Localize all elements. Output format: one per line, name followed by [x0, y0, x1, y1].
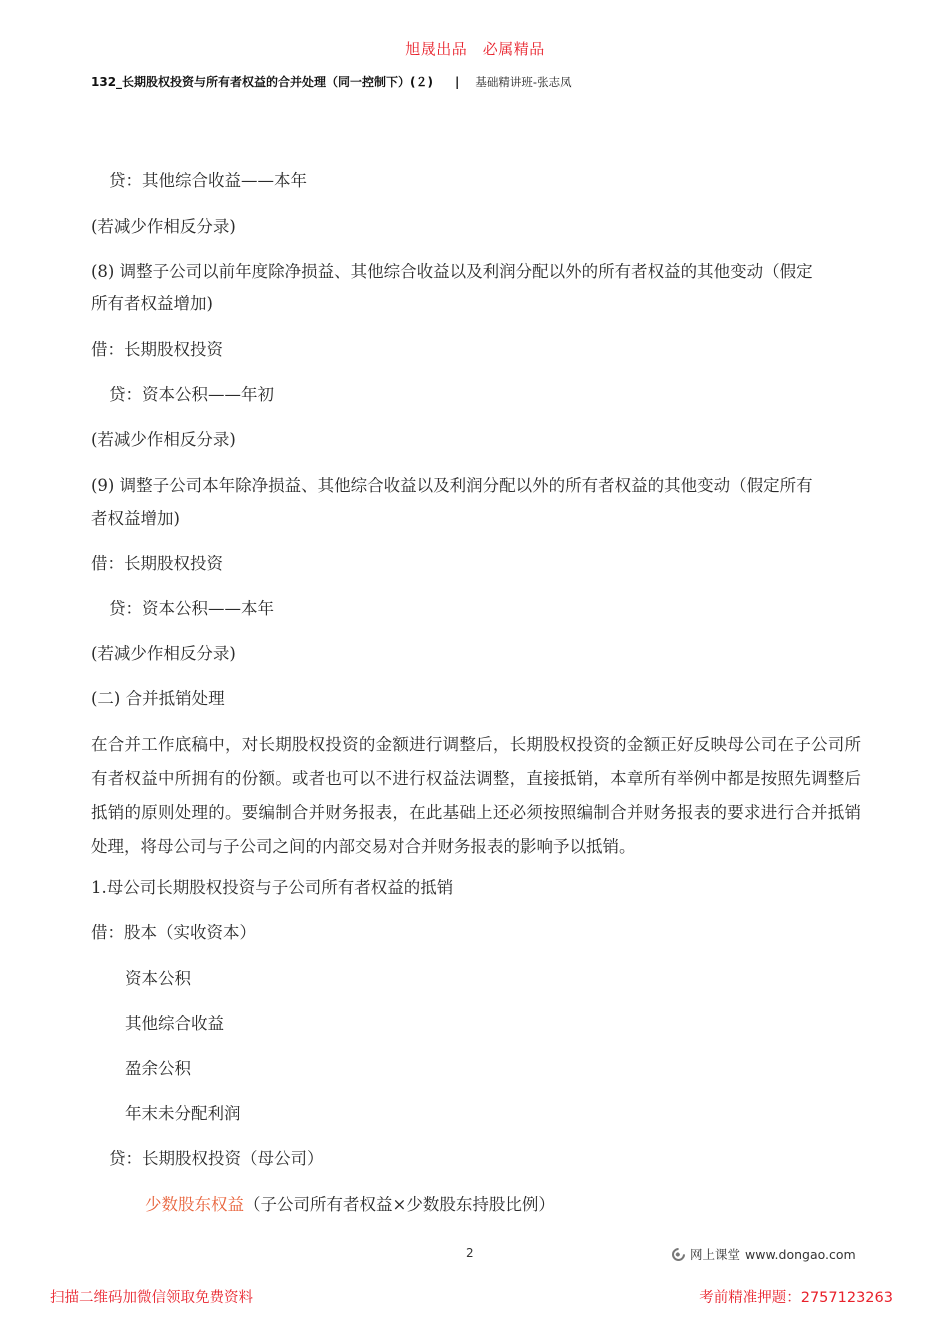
- item-9-line2: 者权益增加): [91, 509, 180, 528]
- credit-entry-ltei-parent: 贷：长期股权投资（母公司）: [109, 1149, 324, 1168]
- footer-brand: [672, 1245, 856, 1263]
- credit-entry-capital-reserve-begin: 贷：资本公积——年初: [109, 385, 274, 404]
- document-header: [91, 73, 572, 90]
- reverse-note: (若减少作相反分录): [91, 644, 236, 663]
- debit-entry-retained-earnings: 年末未分配利润: [125, 1104, 241, 1123]
- course-name: 基础精讲班-张志凤: [475, 74, 572, 89]
- consolidation-paragraph: 在合并工作底稿中，对长期股权投资的金额进行调整后，长期股权投资的金额正好反映母公司在子公司所有者权益中所拥有的份额。或者也可以不进行权益法调整，直接抵销，本章所有举例中都是按照先调整后抵销的原则处理的。要编制合并财务报表，在此基础上还必须按照编制合并财务报表的要求进行合并抵销处理，将母公司与子公司之间的内部交易对合并财务报表的影响予以抵销。: [91, 735, 861, 856]
- credit-entry-oci: 贷：其他综合收益——本年: [109, 171, 307, 190]
- document-title: 132_长期股权投资与所有者权益的合并处理（同一控制下）(２): [91, 75, 434, 89]
- dongao-logo-icon: [669, 1245, 687, 1263]
- section-heading-consolidation: (二) 合并抵销处理: [91, 689, 225, 708]
- minority-interest-highlight: 少数股东权益: [145, 1195, 244, 1214]
- brand-banner: 旭晟出品 必属精品: [405, 40, 545, 58]
- minority-interest-formula: （子公司所有者权益×少数股东持股比例）: [244, 1195, 555, 1214]
- item-8-line1: (8) 调整子公司以前年度除净损益、其他综合收益以及利润分配以外的所有者权益的其他变动（假定: [91, 262, 813, 281]
- promo-wechat-text: 扫描二维码加微信领取免费资料: [50, 1290, 253, 1306]
- reverse-note: (若减少作相反分录): [91, 217, 236, 236]
- reverse-note: (若减少作相反分录): [91, 430, 236, 449]
- debit-entry-surplus-reserve: 盈余公积: [125, 1059, 191, 1078]
- item-9-line1: (9) 调整子公司本年除净损益、其他综合收益以及利润分配以外的所有者权益的其他变动（假定所有: [91, 476, 813, 495]
- credit-entry-minority-interest: [145, 1194, 555, 1216]
- promo-contact-text: 考前精准押题：2757123263: [699, 1290, 893, 1306]
- footer-brand-name: 网上课堂: [690, 1247, 741, 1262]
- debit-entry-share-capital: 借：股本（实收资本）: [91, 923, 256, 942]
- subsection-heading-elimination: 1.母公司长期股权投资与子公司所有者权益的抵销: [91, 878, 454, 897]
- debit-entry-ltei: 借：长期股权投资: [91, 554, 223, 573]
- debit-entry-ltei: 借：长期股权投资: [91, 340, 223, 359]
- item-8-line2: 所有者权益增加): [91, 294, 213, 313]
- page-number: 2: [466, 1246, 474, 1260]
- debit-entry-capital-reserve: 资本公积: [125, 969, 191, 988]
- debit-entry-oci: 其他综合收益: [125, 1014, 224, 1033]
- credit-entry-capital-reserve-current: 贷：资本公积——本年: [109, 599, 274, 618]
- header-separator: |: [455, 74, 460, 89]
- footer-brand-url: www.dongao.com: [745, 1246, 856, 1262]
